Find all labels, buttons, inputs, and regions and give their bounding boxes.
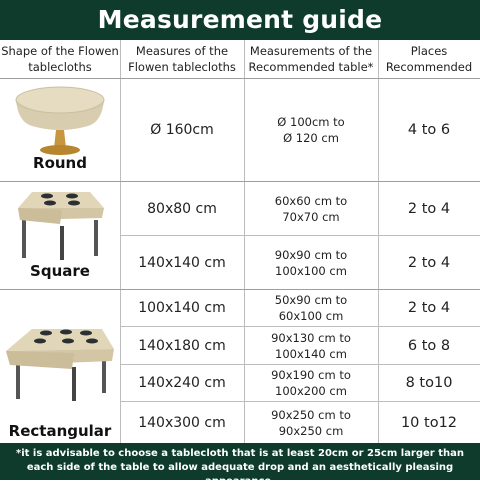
recommended-from: 60x60 cm to: [274, 193, 348, 208]
recommended-from: 90x130 cm to: [271, 330, 351, 345]
shape-label-round: Round: [33, 154, 87, 172]
round-table-illustration: [12, 82, 108, 158]
recommended-from: Ø 100cm to: [277, 115, 345, 129]
recommended-cell: [244, 327, 378, 364]
measurement-table: [0, 40, 480, 443]
recommended-from: 50x90 cm to: [274, 293, 348, 307]
shape-label-square: Square: [30, 262, 90, 280]
places-cell: 2 to 4: [407, 200, 451, 217]
places-cell: 6 to 8: [407, 337, 451, 354]
recommended-to: 60x100 cm: [278, 309, 344, 323]
recommended-cell: [244, 79, 378, 181]
recommended-to: 100x140 cm: [275, 346, 347, 361]
page-title: Measurement guide: [0, 0, 480, 40]
square-table-illustration: [14, 186, 106, 260]
recommended-cell: [244, 290, 378, 326]
measure-cell: 80x80 cm: [147, 200, 217, 217]
recommended-cell: [244, 365, 378, 401]
recommended-to: Ø 120 cm: [283, 131, 339, 145]
recommended-from: 90x250 cm to: [271, 407, 351, 422]
measure-cell: 140x140 cm: [138, 254, 226, 271]
recommended-to: 100x100 cm: [275, 263, 347, 278]
places-cell: 10 to12: [400, 414, 458, 431]
measure-cell: 140x180 cm: [138, 337, 226, 354]
header-recommended: Measurements of the Recommended table*: [248, 44, 374, 74]
recommended-cell: [244, 402, 378, 443]
recommended-from: 90x190 cm to: [271, 368, 351, 382]
rectangular-table-illustration: [2, 323, 118, 403]
recommended-to: 90x250 cm: [278, 423, 344, 438]
recommended-from: 90x90 cm to: [274, 247, 348, 262]
measure-cell: 140x240 cm: [138, 375, 226, 391]
recommended-cell: [244, 236, 378, 289]
recommended-cell: [244, 182, 378, 235]
measure-cell: 140x300 cm: [138, 414, 226, 431]
shape-label-rectangular: Rectangular: [8, 422, 112, 440]
places-cell: 4 to 6: [407, 122, 451, 138]
places-cell: 2 to 4: [407, 254, 451, 271]
measure-cell: Ø 160cm: [150, 122, 214, 138]
header-places: Places Recommended: [385, 44, 473, 74]
header-shape: Shape of the Flowen tablecloths: [1, 44, 119, 74]
places-cell: 8 to10: [405, 375, 453, 391]
footnote: *it is advisable to choose a tablecloth that is at least 20cm or 25cm larger than each side of the table to allow adequate drop and an aesthetically pleasing appearance.: [0, 443, 480, 480]
measure-cell: 100x140 cm: [138, 300, 226, 316]
recommended-to: 70x70 cm: [282, 209, 340, 224]
header-measures: Measures of the Flowen tablecloths: [128, 44, 236, 74]
places-cell: 2 to 4: [407, 300, 451, 316]
recommended-to: 100x200 cm: [275, 384, 347, 398]
